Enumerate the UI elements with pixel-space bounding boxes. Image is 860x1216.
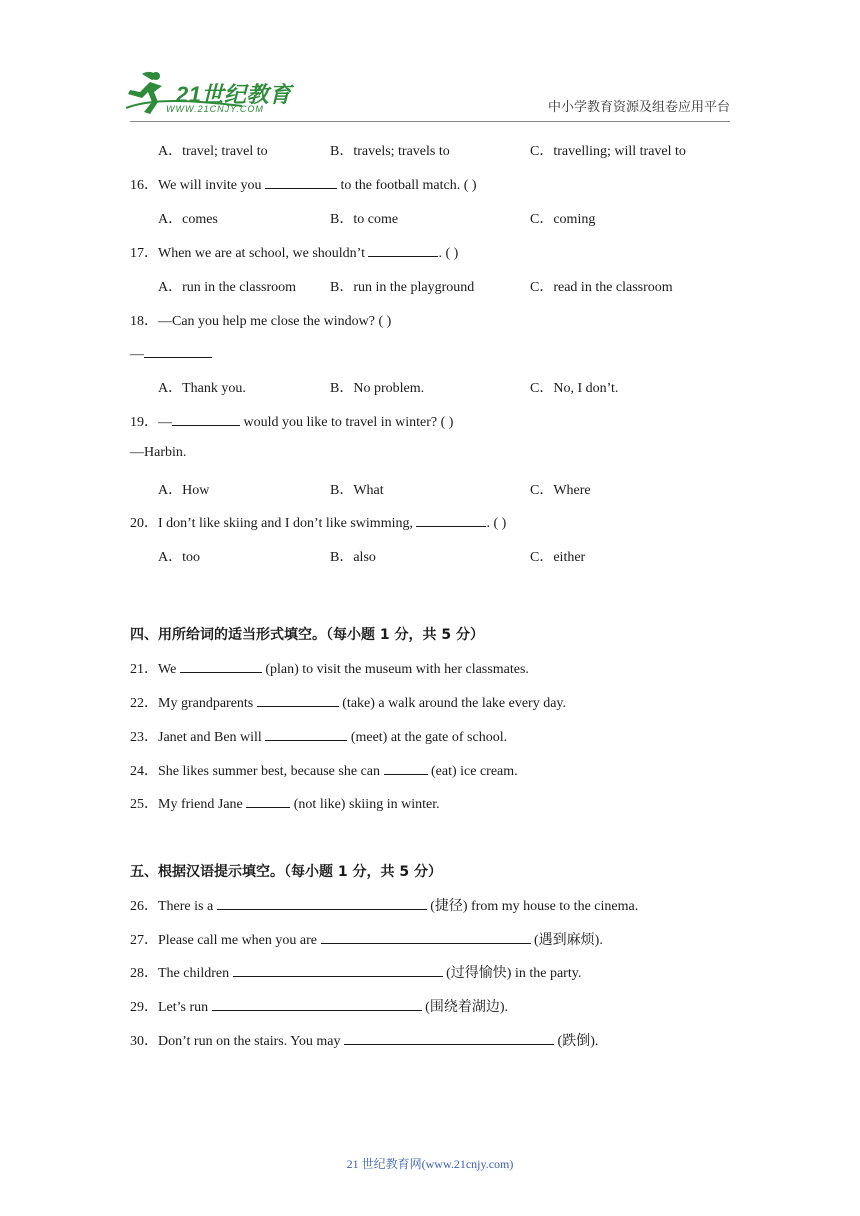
option-a: A．travel; travel to: [158, 144, 268, 159]
answer-blank: [257, 692, 339, 707]
platform-label: 中小学教育资源及组卷应用平台: [547, 100, 730, 115]
question-28: 28．The children (过得愉快) in the party.: [130, 962, 581, 982]
answer-blank: [144, 343, 212, 358]
option-c: C．coming: [530, 212, 596, 227]
option-a: A．run in the classroom: [158, 280, 297, 295]
question-19: 19．— would you like to travel in winter? ( ): [130, 411, 453, 431]
question-26: 26．There is a (捷径) from my house to the cinema.: [130, 895, 638, 915]
answer-blank: [321, 929, 531, 944]
option-b: B．What: [330, 483, 384, 498]
answer-blank: [344, 1030, 554, 1045]
option-b: B．run in the playground: [330, 280, 475, 295]
section-4-title: 四、用所给词的适当形式填空。（每小题 1 分，共 5 分）: [130, 627, 484, 643]
option-c: C．either: [530, 550, 586, 565]
logo-url: WWW.21CNJY.COM: [166, 104, 264, 114]
option-b: B．travels; travels to: [330, 144, 450, 159]
question-21: 21．We (plan) to visit the museum with her classmates.: [130, 658, 529, 678]
answer-blank: [246, 793, 290, 808]
option-c: C．Where: [530, 483, 591, 498]
page-footer: 21 世纪教育网(www.21cnjy.com): [346, 1157, 514, 1171]
answer-blank: [233, 962, 443, 977]
option-c: C．read in the classroom: [530, 280, 673, 295]
answer-blank: [265, 726, 347, 741]
answer-blank: [217, 895, 427, 910]
answer-blank: [172, 411, 240, 426]
answer-blank: [368, 242, 438, 257]
answer-blank: [384, 760, 428, 775]
question-19-reply: —Harbin.: [130, 445, 187, 460]
answer-blank: [212, 996, 422, 1011]
option-a: A．Thank you.: [158, 381, 246, 396]
question-18: 18．—Can you help me close the window? ( ): [130, 314, 392, 329]
answer-blank: [180, 658, 262, 673]
question-22: 22．My grandparents (take) a walk around the lake every day.: [130, 692, 566, 712]
option-a: A．comes: [158, 212, 218, 227]
option-b: B．also: [330, 550, 376, 565]
logo-text: 21世纪教育: [176, 82, 292, 107]
option-b: B．No problem.: [330, 381, 425, 396]
question-20: 20．I don’t like skiing and I don’t like swimming, . ( ): [130, 512, 506, 532]
question-17: 17．When we are at school, we shouldn’t . ( ): [130, 242, 458, 262]
answer-blank: [416, 512, 486, 527]
question-23: 23．Janet and Ben will (meet) at the gate of school.: [130, 726, 507, 746]
question-27: 27．Please call me when you are (遇到麻烦).: [130, 929, 603, 949]
question-30: 30．Don’t run on the stairs. You may (跌倒).: [130, 1030, 598, 1050]
question-16: 16．We will invite you to the football match. ( ): [130, 174, 477, 194]
question-29: 29．Let’s run (围绕着湖边).: [130, 996, 508, 1016]
page-header: [0, 0, 860, 130]
option-c: C．No, I don’t.: [530, 381, 619, 396]
option-b: B．to come: [330, 212, 399, 227]
option-a: A．How: [158, 483, 210, 498]
option-a: A．too: [158, 550, 200, 565]
answer-blank: [265, 174, 337, 189]
header-divider: [130, 121, 730, 122]
question-24: 24．She likes summer best, because she can (eat) ice cream.: [130, 760, 518, 780]
section-5-title: 五、根据汉语提示填空。（每小题 1 分，共 5 分）: [130, 864, 442, 880]
option-c: C．travelling; will travel to: [530, 144, 686, 159]
question-25: 25．My friend Jane (not like) skiing in winter.: [130, 793, 440, 813]
question-18-reply: —: [130, 343, 212, 363]
